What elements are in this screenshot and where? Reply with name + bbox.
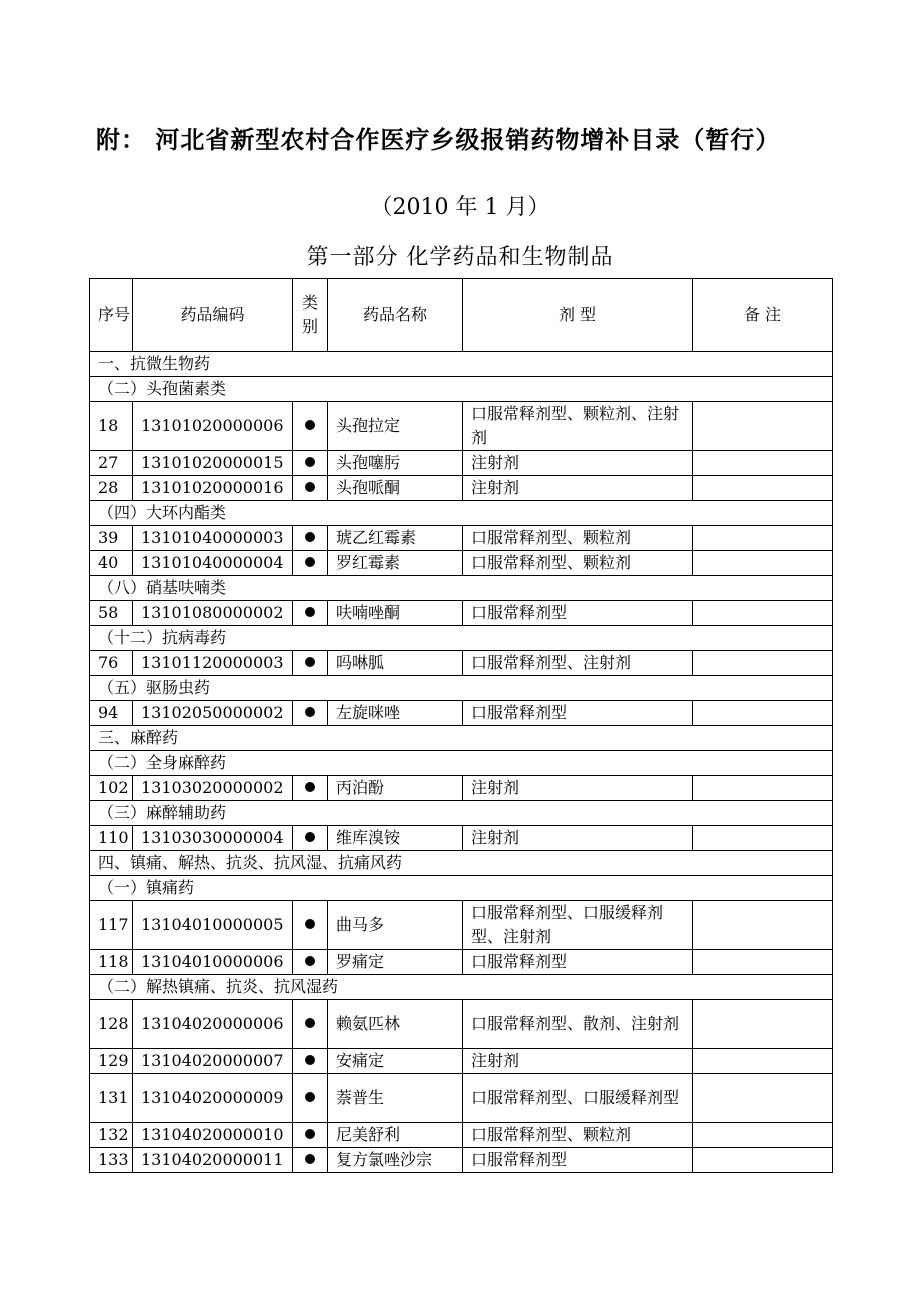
note-cell — [693, 476, 833, 501]
category-cell — [293, 402, 328, 451]
category-cell — [293, 651, 328, 676]
category-dot-icon — [305, 1018, 315, 1028]
table-row — [90, 1049, 833, 1074]
category-cell — [293, 476, 328, 501]
category-cell — [293, 776, 328, 801]
note-cell — [693, 1000, 833, 1049]
code-cell: 13101020000016 — [133, 476, 293, 501]
section-row — [90, 377, 833, 402]
dosage-form-cell: 口服常释剂型、颗粒剂 — [463, 1123, 693, 1148]
drug-name-cell: 萘普生 — [328, 1074, 463, 1123]
category-cell — [293, 701, 328, 726]
drug-name-cell: 安痛定 — [328, 1049, 463, 1074]
category-dot-icon — [305, 532, 315, 542]
dosage-form-cell: 口服常释剂型 — [463, 701, 693, 726]
drug-name-cell: 罗红霉素 — [328, 551, 463, 576]
code-cell: 13104020000010 — [133, 1123, 293, 1148]
section-label: 三、麻醉药 — [90, 726, 833, 751]
code-cell: 13104020000007 — [133, 1049, 293, 1074]
category-cell — [293, 1049, 328, 1074]
section-label: （十二）抗病毒药 — [90, 626, 833, 651]
section-row — [90, 352, 833, 377]
seq-cell: 39 — [90, 526, 133, 551]
drug-name-cell: 头孢噻肟 — [328, 451, 463, 476]
note-cell — [693, 551, 833, 576]
section-row — [90, 851, 833, 876]
dosage-form-cell: 注射剂 — [463, 776, 693, 801]
seq-cell: 131 — [90, 1074, 133, 1123]
code-cell: 13101120000003 — [133, 651, 293, 676]
table-row — [90, 1148, 833, 1173]
table-row — [90, 826, 833, 851]
drug-name-cell: 尼美舒利 — [328, 1123, 463, 1148]
note-cell — [693, 1074, 833, 1123]
drug-name-cell: 丙泊酚 — [328, 776, 463, 801]
drug-name-cell: 罗痛定 — [328, 950, 463, 975]
table-row — [90, 1074, 833, 1123]
dosage-form-cell: 口服常释剂型、口服缓释剂型、注射剂 — [463, 901, 693, 950]
category-cell — [293, 601, 328, 626]
note-cell — [693, 651, 833, 676]
seq-cell: 133 — [90, 1148, 133, 1173]
header-note: 备 注 — [693, 279, 833, 352]
category-dot-icon — [305, 607, 315, 617]
dosage-form-cell: 口服常释剂型、颗粒剂 — [463, 551, 693, 576]
seq-cell: 128 — [90, 1000, 133, 1049]
section-label: （二）头孢菌素类 — [90, 377, 833, 402]
dosage-form-cell: 注射剂 — [463, 1049, 693, 1074]
category-dot-icon — [305, 557, 315, 567]
dosage-form-cell: 注射剂 — [463, 451, 693, 476]
section-label: （四）大环内酯类 — [90, 501, 833, 526]
drug-name-cell: 琥乙红霉素 — [328, 526, 463, 551]
category-dot-icon — [305, 1129, 315, 1139]
section-label: （三）麻醉辅助药 — [90, 801, 833, 826]
note-cell — [693, 526, 833, 551]
section-label: （八）硝基呋喃类 — [90, 576, 833, 601]
section-label: （五）驱肠虫药 — [90, 676, 833, 701]
header-name: 药品名称 — [328, 279, 463, 352]
code-cell: 13101020000015 — [133, 451, 293, 476]
section-row — [90, 801, 833, 826]
category-cell — [293, 826, 328, 851]
section-label: 一、抗微生物药 — [90, 352, 833, 377]
category-cell — [293, 1148, 328, 1173]
dosage-form-cell: 口服常释剂型、口服缓释剂型 — [463, 1074, 693, 1123]
category-dot-icon — [305, 1055, 315, 1065]
note-cell — [693, 826, 833, 851]
table-row — [90, 451, 833, 476]
drug-name-cell: 赖氨匹林 — [328, 1000, 463, 1049]
seq-cell: 129 — [90, 1049, 133, 1074]
code-cell: 13101040000003 — [133, 526, 293, 551]
code-cell: 13101080000002 — [133, 601, 293, 626]
seq-cell: 117 — [90, 901, 133, 950]
seq-cell: 94 — [90, 701, 133, 726]
dosage-form-cell: 口服常释剂型 — [463, 950, 693, 975]
section-row — [90, 975, 833, 1000]
category-dot-icon — [305, 707, 315, 717]
category-dot-icon — [305, 482, 315, 492]
code-cell: 13104020000011 — [133, 1148, 293, 1173]
table-row — [90, 476, 833, 501]
header-code: 药品编码 — [133, 279, 293, 352]
table-row — [90, 901, 833, 950]
section-row — [90, 726, 833, 751]
note-cell — [693, 1049, 833, 1074]
dosage-form-cell: 口服常释剂型、散剂、注射剂 — [463, 1000, 693, 1049]
seq-cell: 76 — [90, 651, 133, 676]
code-cell: 13103030000004 — [133, 826, 293, 851]
code-cell: 13104010000005 — [133, 901, 293, 950]
category-dot-icon — [305, 956, 315, 966]
seq-cell: 18 — [90, 402, 133, 451]
note-cell — [693, 776, 833, 801]
category-cell — [293, 1074, 328, 1123]
section-row — [90, 676, 833, 701]
note-cell — [693, 1148, 833, 1173]
section-row — [90, 576, 833, 601]
category-dot-icon — [305, 782, 315, 792]
drug-name-cell: 曲马多 — [328, 901, 463, 950]
table-row — [90, 950, 833, 975]
drug-table — [89, 278, 833, 1173]
section-row — [90, 876, 833, 901]
seq-cell: 118 — [90, 950, 133, 975]
drug-name-cell: 维库溴铵 — [328, 826, 463, 851]
code-cell: 13104020000006 — [133, 1000, 293, 1049]
drug-name-cell: 头孢拉定 — [328, 402, 463, 451]
section-row — [90, 501, 833, 526]
code-cell: 13101020000006 — [133, 402, 293, 451]
section-label: （二）全身麻醉药 — [90, 751, 833, 776]
table-row — [90, 526, 833, 551]
dosage-form-cell: 口服常释剂型 — [463, 601, 693, 626]
seq-cell: 28 — [90, 476, 133, 501]
category-cell — [293, 1123, 328, 1148]
category-dot-icon — [305, 1092, 315, 1102]
code-cell: 13104010000006 — [133, 950, 293, 975]
dosage-form-cell: 注射剂 — [463, 476, 693, 501]
header-category: 类别 — [293, 279, 328, 352]
code-cell: 13101040000004 — [133, 551, 293, 576]
category-cell — [293, 526, 328, 551]
note-cell — [693, 451, 833, 476]
note-cell — [693, 950, 833, 975]
drug-name-cell: 复方氯唑沙宗 — [328, 1148, 463, 1173]
category-dot-icon — [305, 832, 315, 842]
code-cell: 13104020000009 — [133, 1074, 293, 1123]
dosage-form-cell: 口服常释剂型 — [463, 1148, 693, 1173]
section-row — [90, 751, 833, 776]
code-cell: 13103020000002 — [133, 776, 293, 801]
category-cell — [293, 451, 328, 476]
part-heading: 第一部分 化学药品和生物制品 — [306, 245, 614, 270]
drug-name-cell: 呋喃唑酮 — [328, 601, 463, 626]
category-dot-icon — [305, 657, 315, 667]
category-cell — [293, 1000, 328, 1049]
note-cell — [693, 1123, 833, 1148]
category-dot-icon — [305, 457, 315, 467]
table-row — [90, 651, 833, 676]
dosage-form-cell: 注射剂 — [463, 826, 693, 851]
table-row — [90, 701, 833, 726]
category-dot-icon — [305, 420, 315, 430]
header-seq: 序号 — [90, 279, 133, 352]
code-cell: 13102050000002 — [133, 701, 293, 726]
seq-cell: 102 — [90, 776, 133, 801]
dosage-form-cell: 口服常释剂型、颗粒剂 — [463, 526, 693, 551]
drug-name-cell: 左旋咪唑 — [328, 701, 463, 726]
table-row — [90, 402, 833, 451]
section-label: 四、镇痛、解热、抗炎、抗风湿、抗痛风药 — [90, 851, 833, 876]
category-cell — [293, 551, 328, 576]
date-subtitle: （2010 年 1 月） — [370, 195, 550, 220]
dosage-form-cell: 口服常释剂型、注射剂 — [463, 651, 693, 676]
table-header-row — [90, 279, 833, 352]
section-label: （一）镇痛药 — [90, 876, 833, 901]
drug-name-cell: 头孢哌酮 — [328, 476, 463, 501]
note-cell — [693, 701, 833, 726]
dosage-form-cell: 口服常释剂型、颗粒剂、注射剂 — [463, 402, 693, 451]
drug-name-cell: 吗啉胍 — [328, 651, 463, 676]
section-row — [90, 626, 833, 651]
header-form: 剂 型 — [463, 279, 693, 352]
table-body — [90, 352, 833, 1173]
category-dot-icon — [305, 1154, 315, 1164]
note-cell — [693, 901, 833, 950]
table-row — [90, 551, 833, 576]
table-row — [90, 1123, 833, 1148]
seq-cell: 40 — [90, 551, 133, 576]
table-row — [90, 1000, 833, 1049]
seq-cell: 27 — [90, 451, 133, 476]
page-title: 附： 河北省新型农村合作医疗乡级报销药物增补目录（暂行） — [96, 126, 781, 154]
note-cell — [693, 402, 833, 451]
category-dot-icon — [305, 919, 315, 929]
category-cell — [293, 950, 328, 975]
seq-cell: 132 — [90, 1123, 133, 1148]
note-cell — [693, 601, 833, 626]
table-row — [90, 776, 833, 801]
section-label: （二）解热镇痛、抗炎、抗风湿药 — [90, 975, 833, 1000]
table-row — [90, 601, 833, 626]
category-cell — [293, 901, 328, 950]
seq-cell: 110 — [90, 826, 133, 851]
seq-cell: 58 — [90, 601, 133, 626]
